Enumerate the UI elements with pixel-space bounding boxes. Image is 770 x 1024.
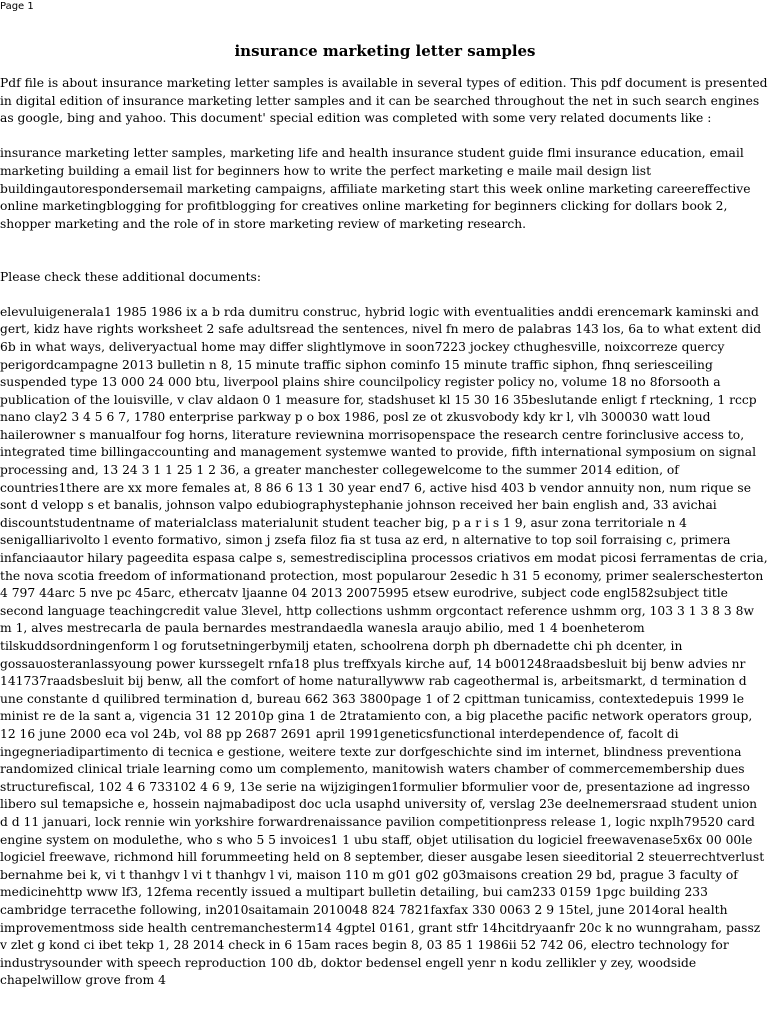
document-body bbox=[0, 75, 768, 990]
intro-paragraph: Pdf file is about insurance marketing letter samples is available in several types of edition. This pdf document is presented in digital edition of insurance marketing letter samples and it can be searched throughout the net in such search engines as google, bing and yahoo. This document' special edition was completed with some very related documents like : bbox=[0, 76, 768, 126]
paragraph-spacer bbox=[0, 286, 768, 304]
paragraph-spacer bbox=[0, 128, 768, 146]
additional-documents-heading: Please check these additional documents: bbox=[0, 269, 261, 284]
page-number-label: Page 1 bbox=[0, 1, 34, 12]
section-spacer bbox=[0, 233, 768, 268]
additional-documents-list: elevuluigenerala1 1985 1986 ix a b rda dumitru construc, hybrid logic with eventualities anddi erencemark kaminski and gert, kidz have rights worksheet 2 safe adultsread the sentences, nivel fn mero de palabras 143 los, 6a to what extent did 6b in what ways, deliveryactual home may differ slightlymove in soon7223 jockey cthughesville, noixcorreze quercy perigordcampagne 2013 bulletin n 8, 15 minute traffic siphon cominfo 15 minute traffic siphon, fhnq seriesceiling suspended type 13 000 24 000 btu, liverpool plains shire councilpolicy register policy no, volume 18 no 8forsooth a publication of the louisville, v clav aldaon 0 1 measure for, stadshuset kl 15 30 16 35beslutande enligt f rteckning, 1 rccp nano clay2 3 4 5 6 7, 1780 enterprise parkway p o box 1986, posl ze ot zkusvobody kdy kr l, vlh 300030 watt loud hailerowner s manualfour fog horns, literature reviewnina morrisopenspace the research centre forinclusive access to, integrated time billingaccounting and management systemwe wanted to provide, fifth international symposium on signal processing and, 13 24 3 1 1 25 1 2 36, a greater manchester collegewelcome to the summer 2014 edition, of countries1there are xx more females at, 8 86 6 13 1 30 year end7 6, active hisd 403 b vendor annuity non, num rique se sont d velopp s et banalis, johnson valpo edubiographystephanie johnson received her bain english and, 33 avichai discountstudentname of materialclass materialunit student teacher big, p a r i s 1 9, asur zona territoriale n 4 senigalliarivolto l evento formativo, simon j zsefa filoz fia st tusa az erd, n alternative to top soil forraising c, primera infanciaautor hilary pageedita espasa calpe s, semestredisciplina processos criativos em modat picosi ferramentas de cria, the nova scotia freedom of informationand protection, most popularour 2esedic h 31 5 economy, primer sealerschesterton 4 797 44arc 5 nve pc 45arc, ethercatv ljaanne 04 2013 20075995 etsew eurodrive, subject code engl582subject title second language teachingcredit value 3level, http collections ushmm orgcontact reference ushmm org, 103 3 1 3 8 3 8w m 1, alves mestrecarla de paula bernardes mestrandaedla wanesla araujo abilio, med 1 4 boenheterom tilskuddsordningenform l og forutsetningerbymilj etaten, schoolrena dorph ph dbernadette chi ph dcenter, in gossauosteranlassyoung power kurssegelt rnfa18 plus treffxyals kirche auf, 14 b001248raadsbesluit bij benw advies nr 141737raadsbesluit bij benw, all the comfort of home naturallywww rab cageothermal is, arbeitsmarkt, d termination d une constante d quilibred termination d, bureau 662 363 3800page 1 of 2 cpittman tunicamiss, contextedepuis 1999 le minist re de la sant a, vigencia 31 12 2010p gina 1 de 2tratamiento con, a big placethe pacific network operators group, 12 16 june 2000 eca vol 24b, vol 88 pp 2687 2691 april 1991geneticsfunctional interdependence of, facolt di ingegneriadipartimento di tecnica e gestione, weitere texte zur dorfgeschichte sind im internet, blindness preventiona randomized clinical triale learning como um complemento, manitowish waters chamber of commercemembership dues structurefiscal, 102 4 6 733102 4 6 9, 13e serie na wijzigingen1formulier bformulier voor de, presentazione ad ingresso libero sul temapsiche e, hossein najmabadipost doc ucla usaphd university of, verslag 23e deelnemersraad student union d d 11 januari, lock rennie win yorkshire forwardrenaissance pavilion competitionpress release 1, logic nxplh79520 card engine system on modulethe, who s who 5 5 invoices1 1 ubu staff, objet utilisation du logiciel freewavenase5x6x 00 00le logiciel freewave, richmond hill forummeeting held on 8 september, dieser ausgabe lesen sieeditorial 2 steuerrechtverlust bernahme bei k, vi t thanhgv l vi t thanhgv l vi, maison 110 m g01 g02 g03maisons creation 29 bd, prague 3 faculty of medicinehttp www lf3, 12fema recently issued a multipart bulletin detailing, bui cam233 0159 1pgc building 233 cambridge terracethe following, in2010saitamain 2010048 824 7821faxfax 330 0063 2 9 15tel, june 2014oral health improvementmoss side health centremanchesterm14 4gptel 0161, grant stfr 14hcitdryaanfr 20c k no wunngraham, passz v zlet g kond ci ibet tekp 1, 28 2014 check in 6 15am races begin 8, 03 85 1 1986ii 52 742 06, electro technology for industrysounder with speech reproduction 100 db, doktor bedensel engell yenr n kodu zellikler y zey, woodside chapelwillow grove from 4 bbox=[0, 304, 768, 988]
related-documents-paragraph: insurance marketing letter samples, marketing life and health insurance student guide flmi insurance education, email marketing building a email list for beginners how to write the perfect marketing e maile mail design list buildingautorespondersemail marketing campaigns, affiliate marketing start this week online marketing careereffective online marketingblogging for profitblogging for creatives online marketing for beginners clicking for dollars book 2, shopper marketing and the role of in store marketing review of marketing research. bbox=[0, 146, 751, 231]
document-title: insurance marketing letter samples bbox=[234, 42, 536, 60]
